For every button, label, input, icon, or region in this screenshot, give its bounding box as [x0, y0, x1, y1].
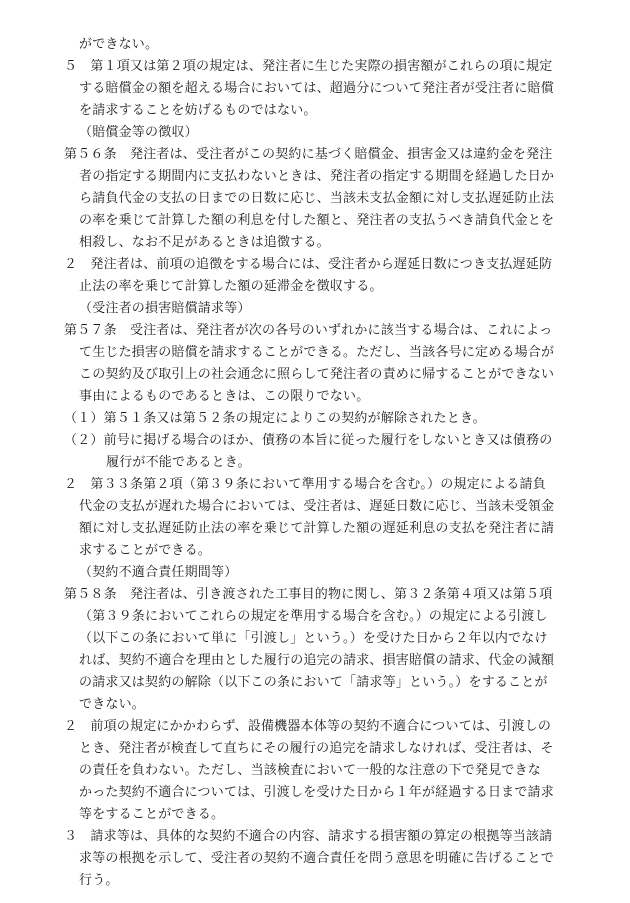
text-line: 者の指定する期間内に支払わないときは、発注者の指定する期間を経過した日か [79, 169, 555, 184]
text-line: かった契約不適合については、引渡しを受けた日から１年が経過する日まで請求 [79, 785, 554, 800]
text-line: （１）第５１条又は第５２条の規定によりこの契約が解除されたとき。 [64, 411, 486, 426]
text-line: 行う。 [79, 873, 119, 888]
text-line: とき、発注者が検査して直ちにその履行の追完を請求しなければ、受注者は、そ [79, 741, 554, 756]
text-line: 履行が不能であるとき。 [106, 455, 251, 470]
text-line: ２ 発注者は、前項の追徴をする場合には、受注者から遅延日数につき支払遅延防 [64, 257, 553, 272]
text-line: ができない。 [79, 37, 159, 52]
section-heading: （賠償金等の徴収） [79, 125, 198, 140]
text-line: （第３９条においてこれらの規定を準用する場合を含む。）の規定による引渡し [79, 609, 548, 624]
text-line: れば、契約不適合を理由とした履行の追完の請求、損害賠償の請求、代金の減額 [79, 653, 555, 668]
text-line: 止法の率を乗じて計算した額の延滞金を徴収する。 [79, 279, 383, 294]
text-line: ５ 第１項又は第２項の規定は、発注者に生じた実際の損害額がこれらの項に規定 [64, 59, 553, 74]
text-line: できない。 [79, 697, 146, 712]
text-line: を請求することを妨げるものではない。 [79, 103, 317, 118]
text-line: 事由によるものであるときは、この限りでない。 [79, 389, 370, 404]
text-line: ２ 前項の規定にかかわらず、設備機器本体等の契約不適合については、引渡しの [64, 719, 552, 734]
text-line: 額に対し支払遅延防止法の率を乗じて計算した額の遅延利息の支払を発注者に請 [79, 521, 555, 536]
text-line: 代金の支払が遅れた場合においては、受注者は、遅延日数に応じ、当該未受領金 [79, 499, 555, 514]
text-line: この契約及び取引上の社会通念に照らして発注者の責めに帰することができない [79, 367, 555, 382]
section-heading: （受注者の損害賠償請求等） [79, 301, 251, 316]
text-line: ら請負代金の支払の日までの日数に応じ、当該未支払金額に対し支払遅延防止法 [79, 191, 555, 206]
text-line: ２ 第３３条第２項（第３９条において準用する場合を含む。）の規定による請負 [64, 477, 546, 492]
text-line: 相殺し、なお不足があるときは追徴する。 [79, 235, 330, 250]
article-first-line: 第５８条 発注者は、引き渡された工事目的物に関し、第３２条第４項又は第５項 [64, 587, 553, 602]
text-line: 求等の根拠を示して、受注者の契約不適合責任を問う意思を明確に告げることで [79, 851, 554, 866]
text-line: する賠償金の額を超える場合においては、超過分について発注者が受注者に賠償 [79, 81, 554, 96]
section-heading: （契約不適合責任期間等） [79, 565, 238, 580]
text-line: ３ 請求等は、具体的な契約不適合の内容、請求する損害額の算定の根拠等当該請 [64, 829, 553, 844]
text-line: 求することができる。 [79, 543, 212, 558]
text-line: の率を乗じて計算した額の利息を付した額と、発注者の支払うべき請負代金とを [79, 213, 555, 228]
text-line: （２）前号に掲げる場合のほか、債務の本旨に従った履行をしないとき又は債務の [64, 433, 553, 448]
text-line: の請求又は契約の解除（以下この条において「請求等」という。）をすることが [79, 675, 548, 690]
text-line: 等をすることができる。 [79, 807, 225, 822]
article-first-line: 第５６条 発注者は、受注者がこの契約に基づく賠償金、損害金又は違約金を発注 [64, 147, 553, 162]
text-line: て生じた損害の賠償を請求することができる。ただし、当該各号に定める場合が [79, 345, 555, 360]
text-line: の責任を負わない。ただし、当該検査において一般的な注意の下で発見できな [79, 763, 542, 778]
text-line: （以下この条において単に「引渡し」という。）を受けた日から２年以内でなけ [79, 631, 548, 646]
article-first-line: 第５７条 受注者は、発注者が次の各号のいずれかに該当する場合は、これによっ [64, 323, 553, 338]
